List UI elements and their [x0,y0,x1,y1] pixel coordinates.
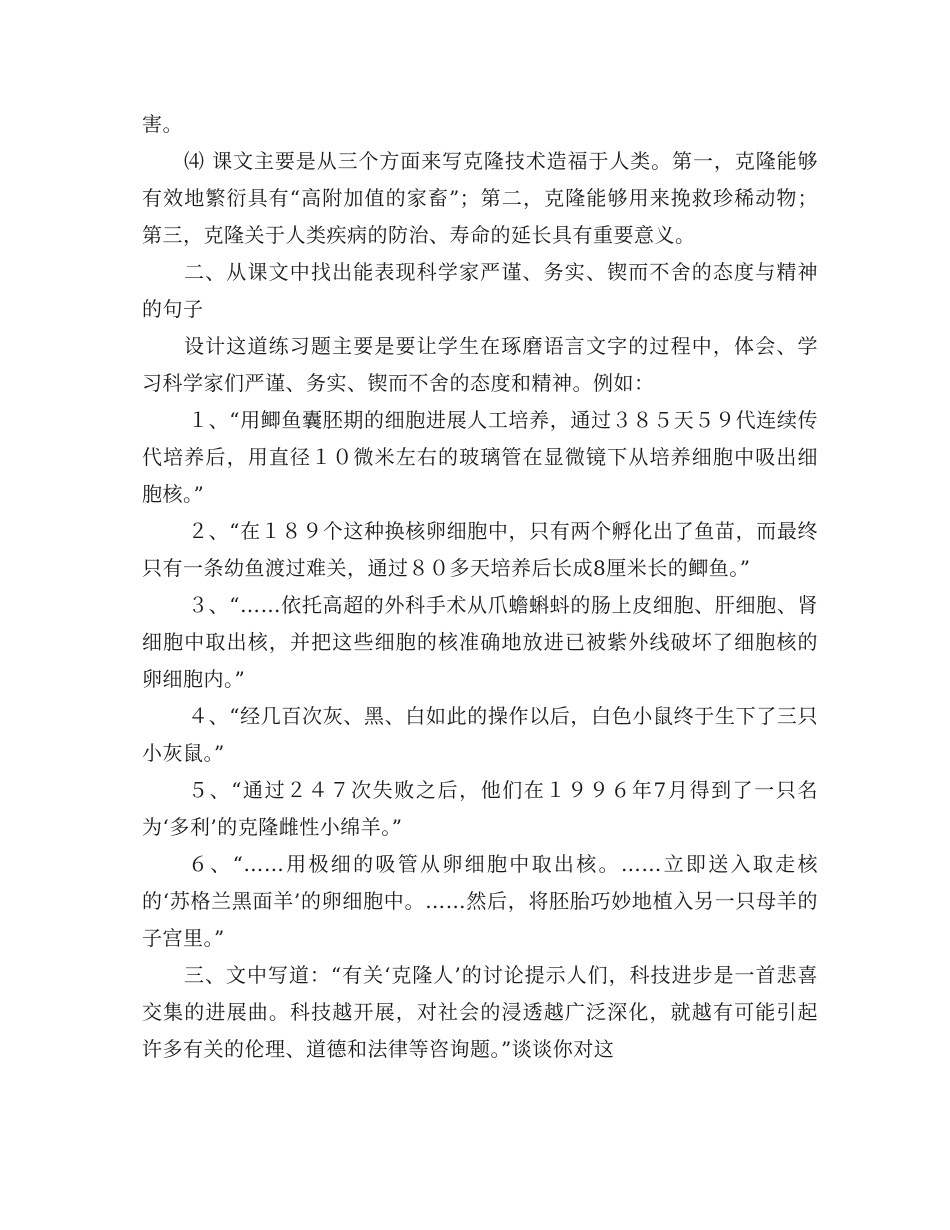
paragraph-exercise-design: 设计这道练习题主要是要让学生在琢磨语言文字的过程中，体会、学习科学家们严谨、务实、锲而不舍的态度和精神。例如： [142,334,818,395]
example-item-2: ２、“在１８９个这种换核卵细胞中，只有两个孵化出了鱼苗，而最终只有一条幼鱼渡过难关，通过８０多天培养后长成8厘米长的鲫鱼。” [142,519,818,580]
paragraph-point-4: ⑷ 课文主要是从三个方面来写克隆技术造福于人类。第一，克隆能够有效地繁衍具有“高附加值的家畜”；第二，克隆能够用来挽救珍稀动物；第三，克隆关于人类疾病的防治、寿命的延长具有重要意义。 [142,149,818,247]
section-heading-two: 二、从课文中找出能表现科学家严谨、务实、锲而不舍的态度与精神的句子 [142,260,818,321]
example-item-5: ５、“通过２４７次失败之后，他们在１９９６年7月得到了一只名为‘多利’的克隆雌性小绵羊。” [142,778,818,839]
example-item-3: ３、“……依托高超的外科手术从爪蟾蝌蚪的肠上皮细胞、肝细胞、肾细胞中取出核，并把这些细胞的核准确地放进已被紫外线破坏了细胞核的卵细胞内。” [142,593,818,691]
example-item-6: ６、“……用极细的吸管从卵细胞中取出核。……立即送入取走核的‘苏格兰黑面羊’的卵细胞中。……然后，将胚胎巧妙地植入另一只母羊的子宫里。” [142,852,818,950]
example-item-1: １、“用鲫鱼囊胚期的细胞进展人工培养，通过３８５天５９代连续传代培养后，用直径１０微米左右的玻璃管在显微镜下从培养细胞中吸出细胞核。” [142,408,818,506]
example-item-4: ４、“经几百次灰、黑、白如此的操作以后，白色小鼠终于生下了三只小灰鼠。” [142,704,818,765]
document-body [142,106,818,1068]
paragraph-continuation: 害。 [142,112,183,136]
section-heading-three: 三、文中写道：“有关‘克隆人’的讨论提示人们，科技进步是一首悲喜交集的进展曲。科技越开展，对社会的浸透越广泛深化，就越有可能引起许多有关的伦理、道德和法律等咨询题。”谈谈你对这 [142,963,818,1061]
